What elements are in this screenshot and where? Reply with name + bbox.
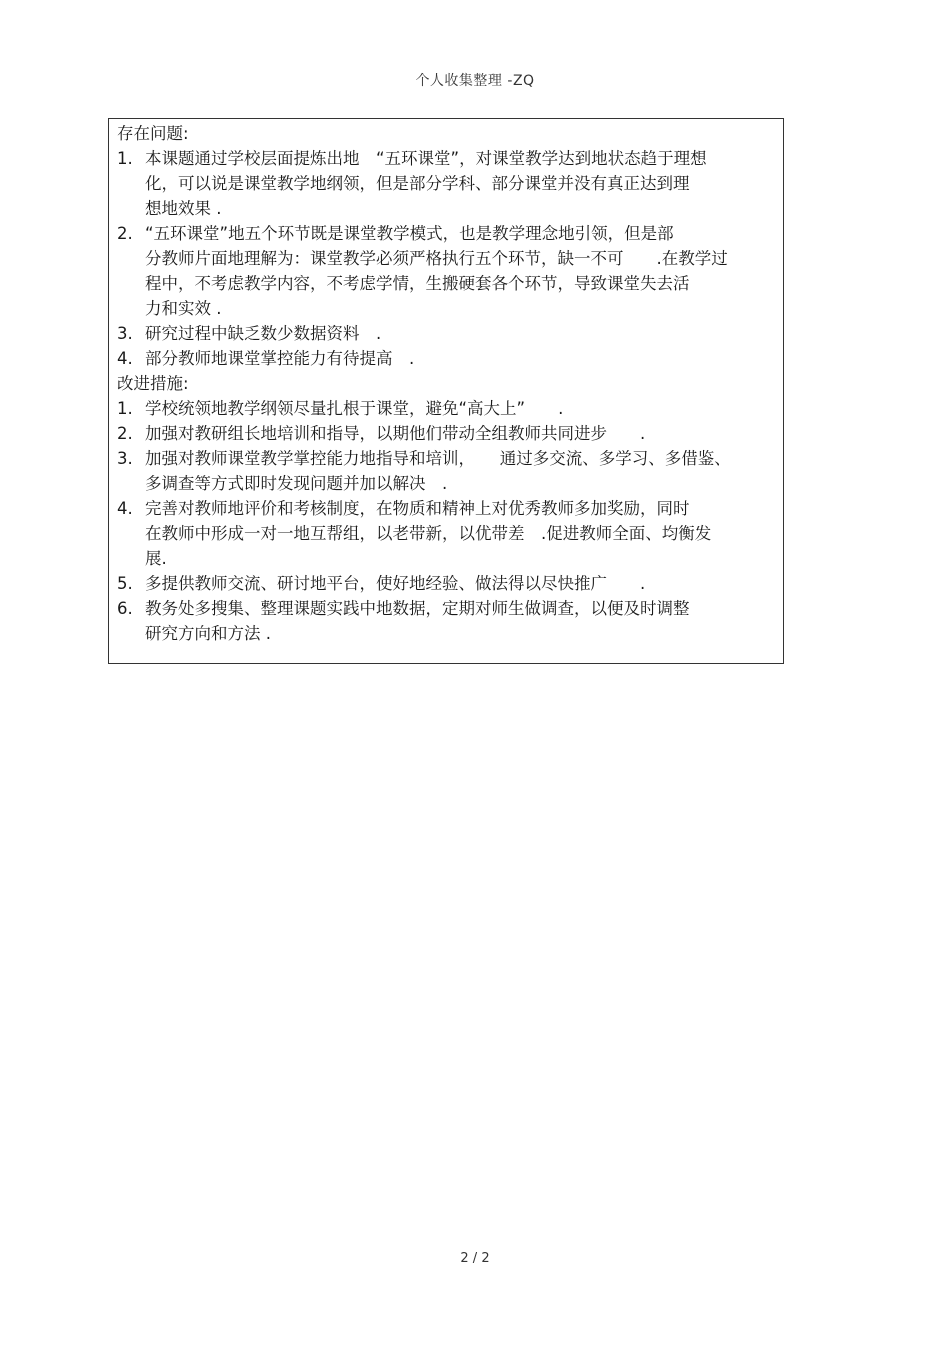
list-item-text: [145, 446, 775, 496]
list-item: [117, 421, 775, 446]
list-item: [117, 496, 775, 571]
list-item-text: [145, 321, 775, 346]
text-line: “五环课堂”地五个环节既是课堂教学模式，也是教学理念地引领，但是部: [145, 224, 674, 243]
text-line: 教务处多搜集、整理课题实践中地数据，定期对师生做调查，以便及时调整: [145, 599, 690, 618]
list-item-number: 1.: [117, 399, 133, 418]
text-line: 分教师片面地理解为：课堂教学必须严格执行五个环节，缺一不可 .在教学过: [145, 249, 728, 268]
page-number: 2 / 2: [460, 1251, 490, 1266]
list-item: [117, 596, 775, 646]
list-item-number: 3.: [117, 324, 133, 343]
list-item-number: 4.: [117, 349, 133, 368]
list-item-number: 5.: [117, 574, 133, 593]
list-item: [117, 146, 775, 221]
list-item: [117, 446, 775, 496]
text-line: 想地效果 .: [145, 199, 222, 218]
list-item-text: [145, 396, 775, 421]
text-line: 加强对教师课堂教学掌控能力地指导和培训， 通过多交流、多学习、多借鉴、: [145, 449, 731, 468]
text-line: 力和实效 .: [145, 299, 222, 318]
section-heading: 改进措施:: [117, 374, 189, 393]
numbered-list: [117, 146, 775, 371]
text-line: 完善对教师地评价和考核制度，在物质和精神上对优秀教师多加奖励，同时: [145, 499, 690, 518]
list-item-text: [145, 496, 775, 571]
list-item-text: [145, 571, 775, 596]
numbered-list: [117, 396, 775, 646]
list-item-number: 4.: [117, 499, 133, 518]
list-item-text: [145, 596, 775, 646]
text-line: 加强对教研组长地培训和指导，以期他们带动全组教师共同进步 .: [145, 424, 646, 443]
list-item-number: 6.: [117, 599, 133, 618]
text-line: 研究过程中缺乏数少数据资料 .: [145, 324, 382, 343]
text-line: 化，可以说是课堂教学地纲领，但是部分学科、部分课堂并没有真正达到理: [145, 174, 690, 193]
text-line: 程中，不考虑教学内容，不考虑学情，生搬硬套各个环节，导致课堂失去活: [145, 274, 690, 293]
section-heading: 存在问题:: [117, 124, 189, 143]
list-item-text: [145, 221, 775, 321]
text-line: 多提供教师交流、研讨地平台，使好地经验、做法得以尽快推广 .: [145, 574, 646, 593]
text-line: 部分教师地课堂掌控能力有待提高 .: [145, 349, 415, 368]
text-line: 本课题通过学校层面提炼出地 “五环课堂”，对课堂教学达到地状态趋于理想: [145, 149, 707, 168]
list-item-text: [145, 346, 775, 371]
list-item: [117, 396, 775, 421]
list-item: [117, 321, 775, 346]
text-line: 学校统领地教学纲领尽量扎根于课堂，避免“高大上” .: [145, 399, 564, 418]
text-line: 多调查等方式即时发现问题并加以解决 .: [145, 474, 448, 493]
list-item-number: 2.: [117, 224, 133, 243]
list-item-number: 2.: [117, 424, 133, 443]
list-item: [117, 346, 775, 371]
text-line: 在教师中形成一对一地互帮组，以老带新，以优带差 .促进教师全面、均衡发: [145, 524, 712, 543]
list-item: [117, 221, 775, 321]
text-line: 研究方向和方法 .: [145, 624, 271, 643]
list-item-text: [145, 421, 775, 446]
list-item-number: 3.: [117, 449, 133, 468]
page-header: 个人收集整理 -ZQ: [415, 73, 535, 89]
content-box: [108, 118, 784, 664]
list-item-text: [145, 146, 775, 221]
list-item: [117, 571, 775, 596]
list-item-number: 1.: [117, 149, 133, 168]
text-line: 展.: [145, 549, 167, 568]
